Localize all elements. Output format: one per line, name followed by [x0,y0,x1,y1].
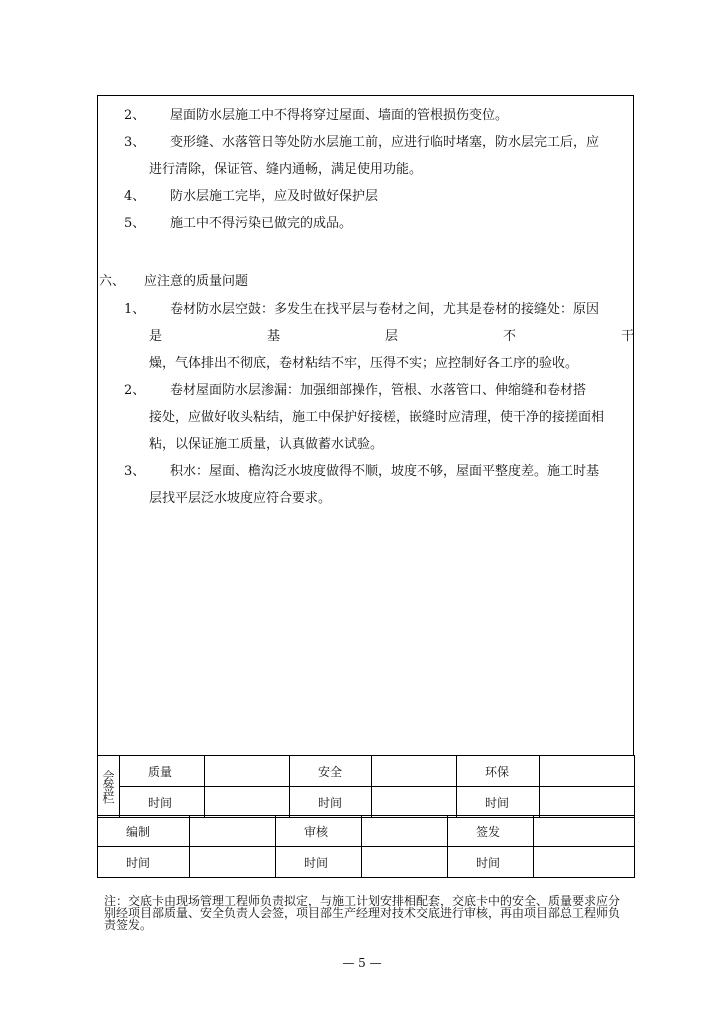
item-3-text-line1: 变形缝、水落管日等处防水层施工前，应进行临时堵塞，防水层完工后，应 [170,135,600,150]
s6-item-1-spread-line [149,328,634,346]
time-label: 时间 [276,847,362,878]
item-5-number: 5、 [124,216,146,231]
footnote: 注：交底卡由现场管理工程师负责拟定，与施工计划安排相配套，交底卡中的安全、质量要求应分别经项目部质量、安全负责人会签，项目部生产经理对技术交底进行审核，再由项目部总工程师负责签发。 [104,894,621,932]
time-label: 时间 [457,787,540,818]
s6-item-1-line3: 燥，气体排出不彻底，卷材粘结不牢，压得不实；应控制好各工序的验收。 [149,356,579,371]
item-3-number: 3、 [124,135,146,150]
item-3-text-line2: 进行清除，保证管、缝内通畅，满足使用功能。 [149,162,423,177]
compile-label: 编制 [98,816,190,847]
s6-item-1-line1: 卷材防水层空鼓：多发生在找平层与卷材之间，尤其是卷材的接缝处：原因 [170,302,600,317]
s6-item-3-line2: 层找平层泛水坡度应符合要求。 [149,491,332,506]
s6-item-3-line1: 积水：屋面、檐沟泛水坡度做得不顺，坡度不够，屋面平整度差。施工时基 [170,464,600,479]
item-2-number: 2、 [124,108,146,123]
spread-char: 基 [266,329,280,344]
spread-char: 是 [149,329,163,344]
compile-cell[interactable] [190,816,276,847]
time-cell[interactable] [205,787,290,818]
review-cell[interactable] [362,816,448,847]
issue-label: 签发 [448,816,534,847]
item-4-text: 防水层施工完毕，应及时做好保护层 [170,189,379,204]
time-cell[interactable] [362,847,448,878]
s6-item-2-line2: 接处，应做好收头粘结，施工中保护好接槎，嵌缝时应清理，使干净的接搓面相 [149,410,605,425]
environment-sign-cell[interactable] [540,756,635,787]
countersign-label: 会签栏 [98,756,120,818]
time-label: 时间 [448,847,534,878]
quality-sign-cell[interactable] [205,756,290,787]
time-cell[interactable] [534,847,635,878]
spread-char: 层 [384,329,398,344]
s6-item-2-number: 2、 [124,383,146,398]
spread-char: 不 [502,329,516,344]
countersign-table [97,755,635,818]
s6-item-1-number: 1、 [124,302,146,317]
time-cell[interactable] [540,787,635,818]
issue-cell[interactable] [534,816,635,847]
time-label: 时间 [290,787,372,818]
review-label: 审核 [276,816,362,847]
section-6-title: 应注意的质量问题 [144,274,249,289]
quality-label: 质量 [120,756,205,787]
time-cell[interactable] [372,787,457,818]
item-4-number: 4、 [124,189,146,204]
s6-item-2-line3: 粘，以保证施工质量，认真做蓄水试验。 [149,437,384,452]
environment-label: 环保 [457,756,540,787]
time-cell[interactable] [190,847,276,878]
page-number: — 5 — [342,956,382,970]
approval-table [97,815,635,878]
item-2-text: 屋面防水层施工中不得将穿过屋面、墙面的管根损伤变位。 [170,108,509,123]
s6-item-2-line1: 卷材屋面防水层渗漏：加强细部操作，管根、水落管口、伸缩缝和卷材搭 [170,383,587,398]
item-5-text: 施工中不得污染已做完的成品。 [170,216,353,231]
time-label: 时间 [120,787,205,818]
spread-char: 干 [620,329,634,344]
safety-label: 安全 [290,756,372,787]
safety-sign-cell[interactable] [372,756,457,787]
section-6-number: 六、 [99,274,126,289]
time-label: 时间 [98,847,190,878]
s6-item-3-number: 3、 [124,464,146,479]
